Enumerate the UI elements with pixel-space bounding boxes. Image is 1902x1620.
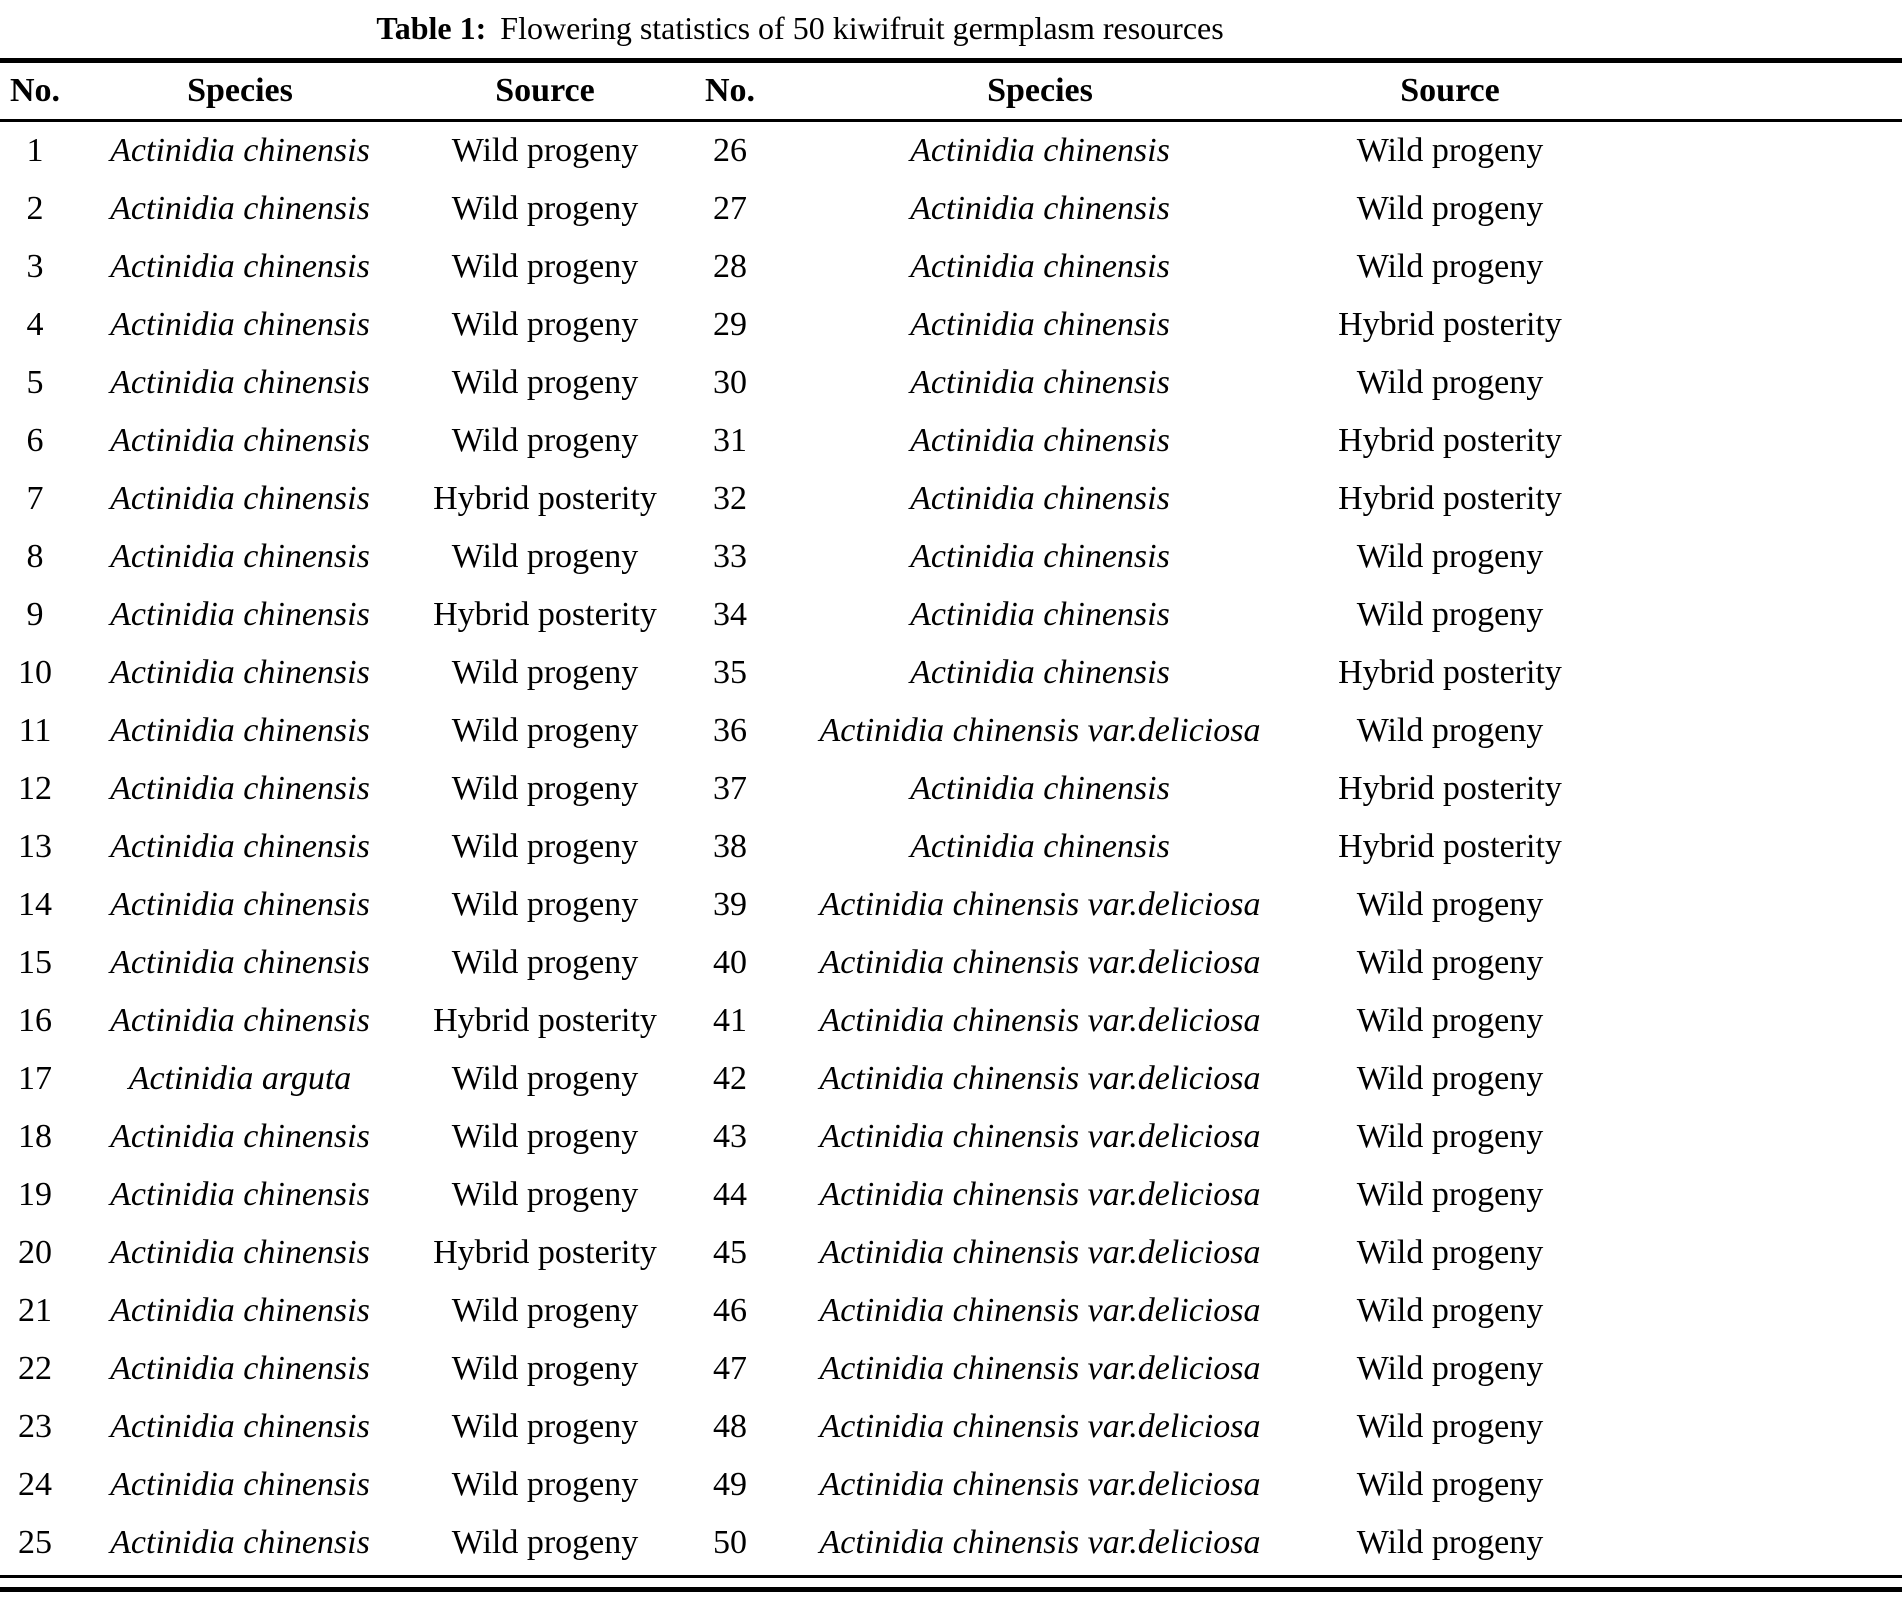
- cell-species: Actinidia chinensis: [910, 189, 1170, 227]
- cell-source: Wild progeny: [451, 1059, 639, 1097]
- table-row: [0, 122, 1902, 180]
- cell-no: 44: [713, 1175, 747, 1213]
- cell-species: Actinidia chinensis var.deliciosa: [819, 885, 1261, 923]
- cell-source: Wild progeny: [1356, 1175, 1544, 1213]
- cell-species: Actinidia chinensis: [910, 827, 1170, 865]
- cell-no: 31: [713, 421, 747, 459]
- table-row: [0, 1282, 1902, 1340]
- table-row: [0, 1340, 1902, 1398]
- cell-source: Hybrid posterity: [1338, 827, 1562, 865]
- cell-species: Actinidia chinensis: [110, 711, 370, 749]
- cell-no: 39: [713, 885, 747, 923]
- cell-species: Actinidia chinensis: [910, 769, 1170, 807]
- cell-source: Wild progeny: [1356, 1465, 1544, 1503]
- cell-species: Actinidia chinensis var.deliciosa: [819, 1349, 1261, 1387]
- cell-species: Actinidia chinensis: [110, 363, 370, 401]
- table-caption: [0, 8, 1600, 48]
- cell-no: 26: [713, 131, 747, 169]
- cell-no: 6: [26, 421, 44, 459]
- cell-no: 5: [26, 363, 44, 401]
- cell-no: 35: [713, 653, 747, 691]
- cell-source: Hybrid posterity: [433, 479, 657, 517]
- cell-no: 21: [18, 1291, 52, 1329]
- cell-species: Actinidia chinensis: [110, 653, 370, 691]
- cell-source: Wild progeny: [1356, 131, 1544, 169]
- table-header-row: [0, 63, 1902, 119]
- cell-species: Actinidia chinensis: [110, 1175, 370, 1213]
- cell-no: 45: [713, 1233, 747, 1271]
- table-row: [0, 354, 1902, 412]
- table-row: [0, 1456, 1902, 1514]
- cell-no: 43: [713, 1117, 747, 1155]
- cell-no: 46: [713, 1291, 747, 1329]
- cell-source: Wild progeny: [1356, 1233, 1544, 1271]
- cell-source: Hybrid posterity: [1338, 653, 1562, 691]
- cell-species: Actinidia chinensis var.deliciosa: [819, 1233, 1261, 1271]
- cell-no: 19: [18, 1175, 52, 1213]
- cell-source: Hybrid posterity: [433, 1233, 657, 1271]
- cell-source: Hybrid posterity: [1338, 305, 1562, 343]
- cell-source: Wild progeny: [1356, 189, 1544, 227]
- cell-source: Wild progeny: [451, 247, 639, 285]
- cell-source: Wild progeny: [1356, 537, 1544, 575]
- cell-no: 34: [713, 595, 747, 633]
- table-row: [0, 876, 1902, 934]
- cell-source: Hybrid posterity: [433, 595, 657, 633]
- table-row: [0, 818, 1902, 876]
- cell-source: Wild progeny: [451, 711, 639, 749]
- cell-no: 33: [713, 537, 747, 575]
- cell-species: Actinidia chinensis: [110, 131, 370, 169]
- cell-no: 30: [713, 363, 747, 401]
- table-row: [0, 702, 1902, 760]
- cell-species: Actinidia chinensis: [910, 479, 1170, 517]
- cell-no: 41: [713, 1001, 747, 1039]
- cell-no: 7: [26, 479, 44, 517]
- table-row: [0, 1166, 1902, 1224]
- cell-species: Actinidia chinensis: [910, 595, 1170, 633]
- table-row: [0, 238, 1902, 296]
- table-caption-label: Table 1:: [376, 10, 487, 46]
- cell-species: Actinidia chinensis: [910, 653, 1170, 691]
- cell-source: Wild progeny: [451, 827, 639, 865]
- cell-no: 11: [18, 711, 52, 749]
- cell-species: Actinidia chinensis: [110, 305, 370, 343]
- table-row: [0, 644, 1902, 702]
- cell-no: 13: [18, 827, 52, 865]
- cell-species: Actinidia chinensis: [110, 479, 370, 517]
- cell-no: 8: [26, 537, 44, 575]
- cell-species: Actinidia chinensis: [910, 305, 1170, 343]
- cell-source: Wild progeny: [1356, 363, 1544, 401]
- cell-species: Actinidia chinensis: [110, 595, 370, 633]
- cell-no: 49: [713, 1465, 747, 1503]
- cell-species: Actinidia chinensis: [110, 1407, 370, 1445]
- cell-source: Wild progeny: [451, 885, 639, 923]
- cell-no: 10: [18, 653, 52, 691]
- cell-no: 15: [18, 943, 52, 981]
- table-row: [0, 1224, 1902, 1282]
- cell-species: Actinidia chinensis var.deliciosa: [819, 1407, 1261, 1445]
- table-row: [0, 412, 1902, 470]
- col-header-source-left: Source: [495, 72, 595, 109]
- cell-species: Actinidia chinensis var.deliciosa: [819, 1059, 1261, 1097]
- table-row: [0, 1050, 1902, 1108]
- cell-species: Actinidia chinensis: [110, 1349, 370, 1387]
- cell-species: Actinidia chinensis: [110, 189, 370, 227]
- cell-species: Actinidia chinensis var.deliciosa: [819, 711, 1261, 749]
- cell-no: 42: [713, 1059, 747, 1097]
- cell-no: 16: [18, 1001, 52, 1039]
- cell-source: Wild progeny: [451, 421, 639, 459]
- col-header-species-left: Species: [187, 72, 293, 109]
- cell-no: 24: [18, 1465, 52, 1503]
- cell-no: 4: [26, 305, 44, 343]
- cell-species: Actinidia chinensis: [910, 537, 1170, 575]
- cell-species: Actinidia chinensis var.deliciosa: [819, 943, 1261, 981]
- cell-no: 9: [26, 595, 44, 633]
- cell-no: 32: [713, 479, 747, 517]
- table-row: [0, 528, 1902, 586]
- table-body: [0, 122, 1902, 1572]
- cell-species: Actinidia chinensis var.deliciosa: [819, 1523, 1261, 1561]
- cell-species: Actinidia chinensis: [110, 1523, 370, 1561]
- cell-source: Wild progeny: [1356, 1059, 1544, 1097]
- cell-species: Actinidia chinensis: [110, 247, 370, 285]
- cell-species: Actinidia chinensis: [110, 885, 370, 923]
- cell-species: Actinidia chinensis: [110, 421, 370, 459]
- cell-source: Wild progeny: [451, 1465, 639, 1503]
- cell-species: Actinidia chinensis var.deliciosa: [819, 1175, 1261, 1213]
- cell-no: 50: [713, 1523, 747, 1561]
- cell-no: 1: [26, 131, 44, 169]
- cell-source: Wild progeny: [451, 1175, 639, 1213]
- table-row: [0, 760, 1902, 818]
- table-row: [0, 470, 1902, 528]
- table-row: [0, 586, 1902, 644]
- cell-source: Wild progeny: [451, 653, 639, 691]
- table-bottom-rule-lower: [0, 1587, 1902, 1592]
- cell-no: 23: [18, 1407, 52, 1445]
- cell-no: 48: [713, 1407, 747, 1445]
- cell-source: Wild progeny: [1356, 1523, 1544, 1561]
- cell-no: 40: [713, 943, 747, 981]
- cell-source: Hybrid posterity: [1338, 479, 1562, 517]
- cell-no: 47: [713, 1349, 747, 1387]
- cell-source: Hybrid posterity: [433, 1001, 657, 1039]
- cell-species: Actinidia chinensis var.deliciosa: [819, 1291, 1261, 1329]
- cell-no: 18: [18, 1117, 52, 1155]
- cell-source: Wild progeny: [1356, 1001, 1544, 1039]
- table-row: [0, 992, 1902, 1050]
- cell-source: Wild progeny: [451, 1291, 639, 1329]
- cell-species: Actinidia chinensis: [110, 537, 370, 575]
- cell-no: 17: [18, 1059, 52, 1097]
- table-row: [0, 180, 1902, 238]
- cell-no: 22: [18, 1349, 52, 1387]
- cell-source: Wild progeny: [451, 537, 639, 575]
- cell-species: Actinidia chinensis: [110, 1291, 370, 1329]
- cell-source: Wild progeny: [1356, 1291, 1544, 1329]
- cell-source: Wild progeny: [1356, 1117, 1544, 1155]
- cell-species: Actinidia chinensis: [110, 1233, 370, 1271]
- cell-no: 20: [18, 1233, 52, 1271]
- cell-source: Wild progeny: [1356, 711, 1544, 749]
- cell-source: Wild progeny: [451, 943, 639, 981]
- table-row: [0, 1108, 1902, 1166]
- cell-species: Actinidia chinensis: [910, 363, 1170, 401]
- cell-no: 38: [713, 827, 747, 865]
- cell-source: Hybrid posterity: [1338, 769, 1562, 807]
- cell-species: Actinidia chinensis: [110, 827, 370, 865]
- table-bottom-rule-upper: [0, 1575, 1902, 1578]
- cell-no: 12: [18, 769, 52, 807]
- table-row: [0, 296, 1902, 354]
- cell-source: Wild progeny: [1356, 1407, 1544, 1445]
- cell-source: Wild progeny: [451, 1523, 639, 1561]
- cell-species: Actinidia chinensis: [910, 131, 1170, 169]
- cell-species: Actinidia chinensis var.deliciosa: [819, 1465, 1261, 1503]
- cell-no: 3: [26, 247, 44, 285]
- cell-source: Wild progeny: [451, 305, 639, 343]
- cell-species: Actinidia chinensis var.deliciosa: [819, 1001, 1261, 1039]
- cell-source: Wild progeny: [451, 1117, 639, 1155]
- cell-no: 28: [713, 247, 747, 285]
- cell-species: Actinidia chinensis: [110, 769, 370, 807]
- cell-source: Hybrid posterity: [1338, 421, 1562, 459]
- cell-no: 14: [18, 885, 52, 923]
- cell-species: Actinidia chinensis: [110, 1117, 370, 1155]
- table-caption-text: Flowering statistics of 50 kiwifruit germplasm resources: [500, 10, 1224, 46]
- cell-no: 25: [18, 1523, 52, 1561]
- cell-source: Wild progeny: [1356, 885, 1544, 923]
- cell-species: Actinidia arguta: [128, 1059, 352, 1097]
- cell-source: Wild progeny: [451, 131, 639, 169]
- table-row: [0, 1514, 1902, 1572]
- cell-source: Wild progeny: [1356, 595, 1544, 633]
- cell-no: 2: [26, 189, 44, 227]
- col-header-no-right: No.: [704, 72, 756, 109]
- cell-source: Wild progeny: [451, 189, 639, 227]
- cell-source: Wild progeny: [451, 363, 639, 401]
- cell-no: 29: [713, 305, 747, 343]
- cell-source: Wild progeny: [1356, 247, 1544, 285]
- cell-species: Actinidia chinensis: [110, 1465, 370, 1503]
- cell-source: Wild progeny: [1356, 1349, 1544, 1387]
- table-row: [0, 934, 1902, 992]
- cell-species: Actinidia chinensis var.deliciosa: [819, 1117, 1261, 1155]
- col-header-species-right: Species: [987, 72, 1093, 109]
- cell-species: Actinidia chinensis: [110, 943, 370, 981]
- cell-source: Wild progeny: [451, 769, 639, 807]
- col-header-source-right: Source: [1400, 72, 1500, 109]
- cell-source: Wild progeny: [451, 1407, 639, 1445]
- cell-species: Actinidia chinensis: [110, 1001, 370, 1039]
- cell-species: Actinidia chinensis: [910, 247, 1170, 285]
- cell-source: Wild progeny: [1356, 943, 1544, 981]
- table-row: [0, 1398, 1902, 1456]
- col-header-no-left: No.: [9, 72, 61, 109]
- cell-no: 27: [713, 189, 747, 227]
- cell-no: 36: [713, 711, 747, 749]
- cell-source: Wild progeny: [451, 1349, 639, 1387]
- cell-species: Actinidia chinensis: [910, 421, 1170, 459]
- cell-no: 37: [713, 769, 747, 807]
